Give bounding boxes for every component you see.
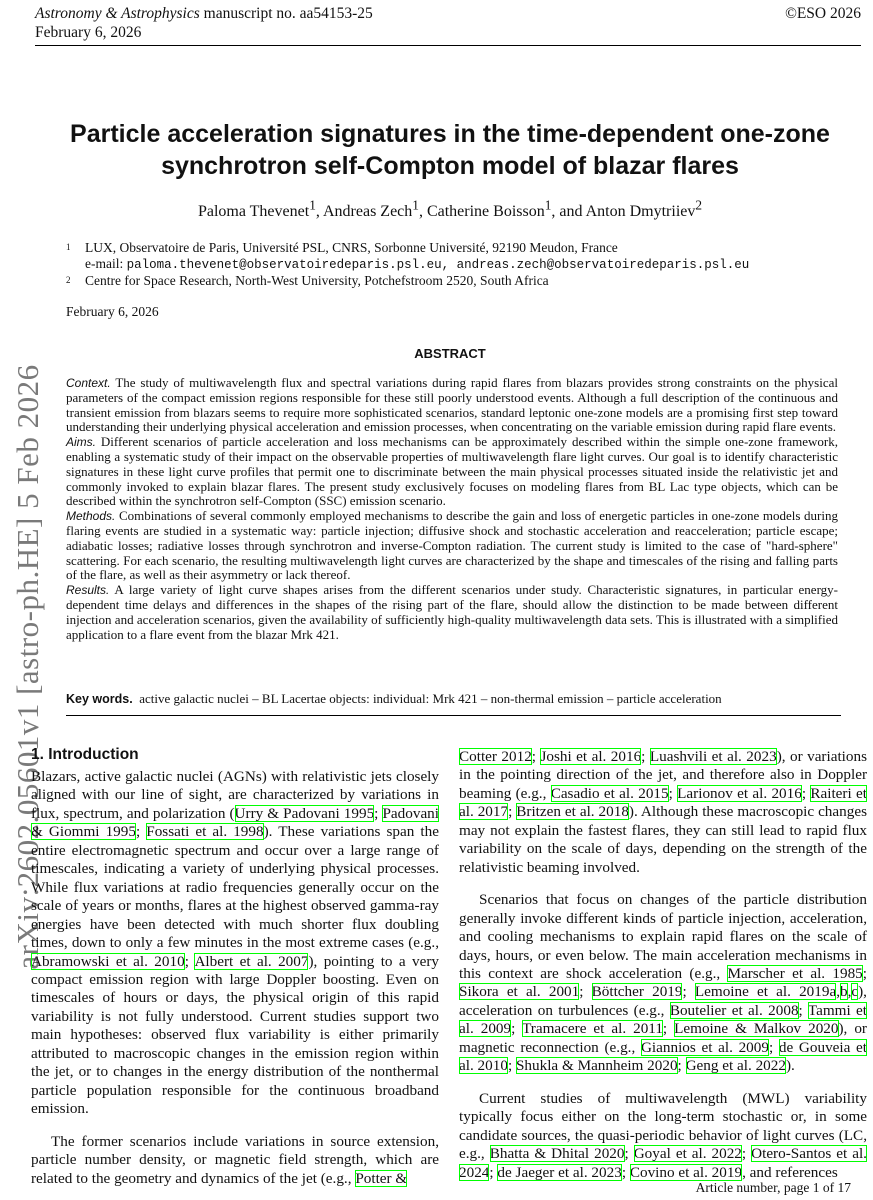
citation-link[interactable]: Tramacere et al. 2011	[522, 1020, 663, 1038]
citation-link[interactable]: Marscher et al. 1985	[727, 964, 863, 982]
paragraph: Current studies of multiwavelength (MWL) variability typically focus either on the long-term stochastic or, in some candidate sources, the quasi-periodic behavior of light curves (LC, e.g., Bhatta & Dhital 2020; Goyal et al. 2022; Otero-Santos et al. 2024; de Jaeger et al. 2023; Covino et al. 2019, and references	[459, 1089, 867, 1181]
citation-link[interactable]: Joshi et al. 2016	[540, 748, 642, 765]
email-line: e-mail: paloma.thevenet@observatoiredeparis.psl.eu, andreas.zech@observatoiredeparis.psl.eu	[85, 256, 750, 272]
citation-link[interactable]: Raiteri et al. 2017	[459, 784, 867, 821]
abstract-methods: Methods. Combinations of several commonly employed mechanisms to describe the gain and loss of energetic particles in one-zone models during flaring events are studied in a systematic way: particle injection; diffusive shock and stochastic acceleration and reacceleration; particle escape; adiabatic losses; radiative losses through synchrotron and inverse-Compton radiation. The current study is limited to the case of "hard-sphere" scattering. For each scenario, the resulting multiwavelength light curves are characterized by the shape and timescales of the rising and falling parts of the flare, as well as their asymmetry or lack thereof.	[66, 508, 838, 583]
affiliations	[66, 240, 856, 289]
citation-link[interactable]: Lemoine & Malkov 2020	[674, 1020, 839, 1038]
citation-link[interactable]: Boutelier et al. 2008	[669, 1001, 799, 1019]
abstract-results: Results. A large variety of light curve shapes arises from the different scenarios under study. Characteristic signatures, in particular energy-dependent time delays and differences in the shapes of the rising part of the flare, should allow the distinction to be made between different injection and acceleration scenarios, given the availability of sufficiently high-quality multiwavelength data sets. This is illustrated with a simplified application to a flare event from the blazar Mrk 421.	[66, 582, 838, 642]
abstract	[66, 376, 838, 642]
paper-date: February 6, 2026	[66, 304, 159, 319]
citation-link[interactable]: c	[851, 983, 859, 1001]
citation-link[interactable]: Fossati et al. 1998	[146, 823, 264, 841]
abstract-aims: Aims. Different scenarios of particle acceleration and loss mechanisms can be approximately described within the simple one-zone framework, enabling a systematic study of their impact on the observable properties of multiwavelength flare light curves. Our goal is to identify characteristic signatures in these light curve profiles that permit one to discriminate between the main physical processes situated inside the relativistic jet and commonly invoked to explain blazar flares. The present study exclusively focuses on modeling flares from BL Lac type objects, which can be described within the synchrotron self-Compton (SSC) emission scenario.	[66, 434, 838, 509]
author: Paloma Thevenet$^1$,	[197, 198, 323, 221]
keywords: Key words. active galactic nuclei – BL Lacertae objects: individual: Mrk 421 – non-thermal emission – particle acceleration	[66, 691, 722, 706]
citation-link[interactable]: Sikora et al. 2001	[459, 983, 580, 1001]
citation-link[interactable]: Goyal et al. 2022	[633, 1145, 742, 1163]
abstract-context: Context. The study of multiwavelength flux and spectral variations during rapid flares from blazars provides strong constraints on the physical parameters of the compact emission regions responsible for these still poorly understood events. Although a full description of the continuous and transient emission from blazars seems to require more sophisticated scenarios, standard leptonic one-zone models are a promising first step toward understanding their underlying physical acceleration and emission processes, when concentrating on the variable emission during rapid flare events.	[66, 375, 839, 435]
citation-link[interactable]: Covino et al. 2019	[629, 1163, 743, 1181]
citation-link[interactable]: de Jaeger et al. 2023	[497, 1163, 622, 1181]
header-left	[35, 4, 373, 42]
page-footer: Article number, page 1 of 17	[695, 1180, 851, 1195]
citation-link[interactable]: Urry & Padovani 1995	[234, 804, 375, 822]
paper-title	[40, 118, 860, 182]
affiliation-2: 2 Centre for Space Research, North-West University, Potchefstroom 2520, South Africa	[66, 273, 549, 288]
abstract-heading: ABSTRACT	[414, 346, 486, 361]
author-list	[40, 198, 860, 221]
journal-name: Astronomy & Astrophysics	[35, 5, 200, 22]
citation-link[interactable]: Otero-Santos et al. 2024	[459, 1145, 867, 1181]
paragraph: Scenarios that focus on changes of the particle distribution generally invoke different kinds of particle injection, acceleration, and cooling mechanisms to explain rapid flares on the scale of days, hours, or even below. The main acceleration mechanisms in this context are shock acceleration (e.g., Marscher et al. 1985; Sikora et al. 2001; Böttcher 2019; Lemoine et al. 2019a,b,c), acceleration on turbulences (e.g., Boutelier et al. 2008; Tammi et al. 2009; Tramacere et al. 2011; Lemoine & Malkov 2020), or magnetic reconnection (e.g., Giannios et al. 2009; de Gouveia et al. 2010; Shukla & Mannheim 2020; Geng et al. 2022).	[459, 891, 868, 1075]
citation-link[interactable]: Bhatta & Dhital 2020	[489, 1145, 625, 1163]
right-column	[459, 748, 867, 1182]
title-line-2: synchrotron self-Compton model of blazar flares	[161, 152, 739, 180]
manuscript-number: manuscript no. aa54153-25	[203, 5, 373, 22]
section-heading: 1. Introduction	[31, 746, 139, 763]
citation-link[interactable]: Luashvili et al. 2023	[649, 748, 777, 765]
header-date: February 6, 2026	[35, 24, 142, 41]
citation-link[interactable]: Larionov et al. 2016	[677, 784, 802, 802]
citation-link[interactable]: Casadio et al. 2015	[550, 784, 669, 802]
paragraph: The former scenarios include variations in source extension, particle number density, or magnetic field strength, which are related to the geometry and dynamics of the jet (e.g., Potter &	[31, 1132, 439, 1187]
citation-link[interactable]: Cotter 2012	[459, 748, 532, 765]
arxiv-stamp: arXiv:2602.05601v1 [astro-ph.HE] 5 Feb 2026	[10, 364, 45, 970]
citation-link[interactable]: Lemoine et al. 2019a	[694, 983, 837, 1001]
affiliation-1: 1 LUX, Observatoire de Paris, Université PSL, CNRS, Sorbonne Université, 92190 Meudon, France	[66, 240, 618, 255]
citation-link[interactable]: Albert et al. 2007	[194, 952, 309, 970]
author: Anton Dmytriiev$^2$	[585, 198, 703, 221]
copyright: ©ESO 2026	[785, 5, 861, 22]
citation-link[interactable]: Shukla & Mannheim 2020	[515, 1057, 678, 1075]
citation-link[interactable]: de Gouveia et al. 2010	[459, 1038, 868, 1075]
header-rule	[35, 45, 861, 46]
left-column	[31, 768, 439, 1188]
title-line-1: Particle acceleration signatures in the time-dependent one-zone	[70, 120, 830, 148]
citation-link[interactable]: Giannios et al. 2009	[640, 1038, 769, 1056]
citation-link[interactable]: Padovani & Giommi 1995	[31, 804, 439, 841]
citation-link[interactable]: Abramowski et al. 2010	[31, 952, 185, 970]
citation-link[interactable]: Böttcher 2019	[591, 983, 683, 1001]
running-header	[35, 4, 861, 50]
keywords-rule	[66, 715, 841, 716]
citation-link[interactable]: Geng et al. 2022	[685, 1057, 786, 1075]
citation-link[interactable]: Potter &	[355, 1169, 408, 1187]
author: Catherine Boisson$^1$, and	[426, 198, 586, 221]
paragraph: Cotter 2012; Joshi et al. 2016; Luashvili et al. 2023), or variations in the pointing direction of the jet, and therefore also in Doppler beaming (e.g., Casadio et al. 2015; Larionov et al. 2016; Raiteri et al. 2017; Britzen et al. 2018). Although these macroscopic changes may not explain the fastest flares, they can still lead to rapid flux variability on the scale of days, depending on the strength of the relativistic beaming involved.	[459, 748, 867, 876]
citation-link[interactable]: Britzen et al. 2018	[516, 803, 629, 821]
email-address[interactable]: paloma.thevenet@observatoiredeparis.psl.eu, andreas.zech@observatoiredeparis.psl.eu	[126, 258, 750, 272]
author: Andreas Zech$^1$,	[322, 198, 427, 221]
citation-link[interactable]: Tammi et al. 2009	[459, 1001, 868, 1038]
paragraph: Blazars, active galactic nuclei (AGNs) with relativistic jets closely aligned with our line of sight, are characterized by variations in flux, spectrum, and polarization (Urry & Padovani 1995; Padovani & Giommi 1995; Fossati et al. 1998). These variations span the entire electromagnetic spectrum and occur over a large range of timescales, indicating a variety of underlying physical processes. While flux variations at radio frequencies generally occur on the scale of years or months, flares at the highest observed gamma-ray energies have been detected with much shorter flux doubling times, down to only a few minutes in the most extreme cases (e.g., Abramowski et al. 2010; Albert et al. 2007), pointing to a very compact emission region with large Doppler boosting. Even on timescales of hours or days, the physical origin of this rapid variability is not fully understood. Current studies support two main hypotheses: observed flux variability is either primarily attributed to macroscopic changes in the emission region within the jet, or to changes in the energy distribution of the nonthermal particle population responsible for the continuous broadband emission.	[31, 768, 439, 1118]
citation-link[interactable]: b	[839, 983, 848, 1001]
